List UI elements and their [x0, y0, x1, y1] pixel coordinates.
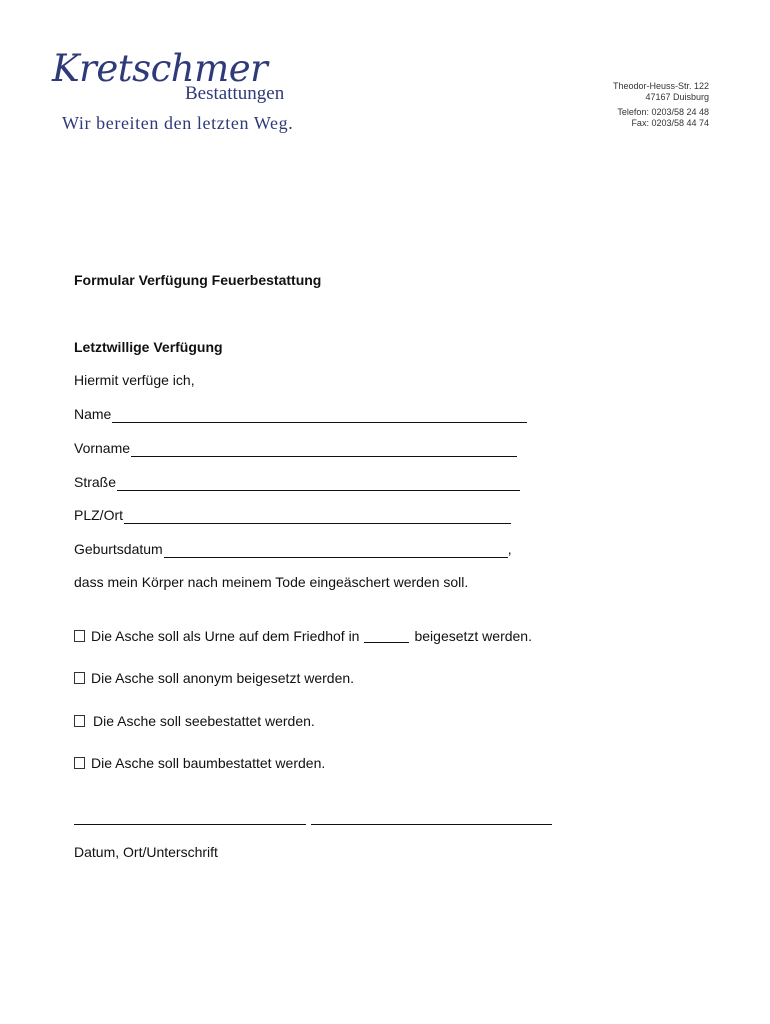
option-see[interactable] — [74, 712, 315, 730]
signature-line[interactable] — [311, 824, 552, 825]
form-title: Formular Verfügung Feuerbestattung — [74, 272, 322, 288]
option-see-label: Die Asche soll seebestattet werden. — [93, 713, 315, 729]
option-anonym[interactable] — [74, 669, 354, 687]
checkbox-see[interactable] — [74, 715, 85, 727]
plz-ort-field[interactable] — [74, 506, 511, 524]
option-urne-label-suffix: beigesetzt werden. — [414, 628, 532, 644]
contact-fax: Fax: 0203/58 44 74 — [631, 118, 709, 128]
name-field[interactable] — [74, 405, 527, 423]
geburtsdatum-comma: , — [507, 541, 512, 557]
option-baum-label: Die Asche soll baumbestattet werden. — [91, 755, 326, 771]
name-input-line[interactable] — [112, 408, 527, 423]
date-place-signature-line[interactable] — [74, 824, 306, 825]
checkbox-urne[interactable] — [74, 630, 85, 642]
intro-text: Hiermit verfüge ich, — [74, 372, 195, 388]
friedhof-input-line[interactable] — [364, 629, 409, 643]
option-anonym-label: Die Asche soll anonym beigesetzt werden. — [91, 670, 355, 686]
option-baum[interactable] — [74, 754, 325, 772]
signature-label: Datum, Ort/Unterschrift — [74, 844, 218, 860]
option-urne[interactable] — [74, 627, 532, 645]
plz-ort-label: PLZ/Ort — [74, 507, 124, 523]
strasse-input-line[interactable] — [117, 476, 520, 491]
address-city: 47167 Duisburg — [645, 92, 709, 102]
geburtsdatum-input-line[interactable] — [164, 543, 508, 558]
vorname-label: Vorname — [74, 440, 131, 456]
contact-phone: Telefon: 0203/58 24 48 — [617, 107, 709, 117]
plz-ort-input-line[interactable] — [124, 509, 511, 524]
logo-brand-name: Kretschmer — [52, 47, 268, 90]
option-urne-label-prefix: Die Asche soll als Urne auf dem Friedhof in — [91, 628, 360, 644]
vorname-input-line[interactable] — [131, 442, 517, 457]
geburtsdatum-label: Geburtsdatum — [74, 541, 163, 557]
logo-tagline: Wir bereiten den letzten Weg. — [62, 113, 294, 133]
strasse-label: Straße — [74, 474, 117, 490]
name-label: Name — [74, 406, 112, 422]
checkbox-anonym[interactable] — [74, 672, 85, 684]
logo-brand-subtitle: Bestattungen — [185, 83, 285, 104]
address-street: Theodor-Heuss-Str. 122 — [612, 81, 709, 91]
geburtsdatum-field[interactable] — [74, 540, 512, 558]
statement-text: dass mein Körper nach meinem Tode eingeäschert werden soll. — [74, 574, 469, 590]
strasse-field[interactable] — [74, 473, 520, 491]
checkbox-baum[interactable] — [74, 757, 85, 769]
vorname-field[interactable] — [74, 439, 517, 457]
section-title: Letztwillige Verfügung — [74, 339, 223, 355]
